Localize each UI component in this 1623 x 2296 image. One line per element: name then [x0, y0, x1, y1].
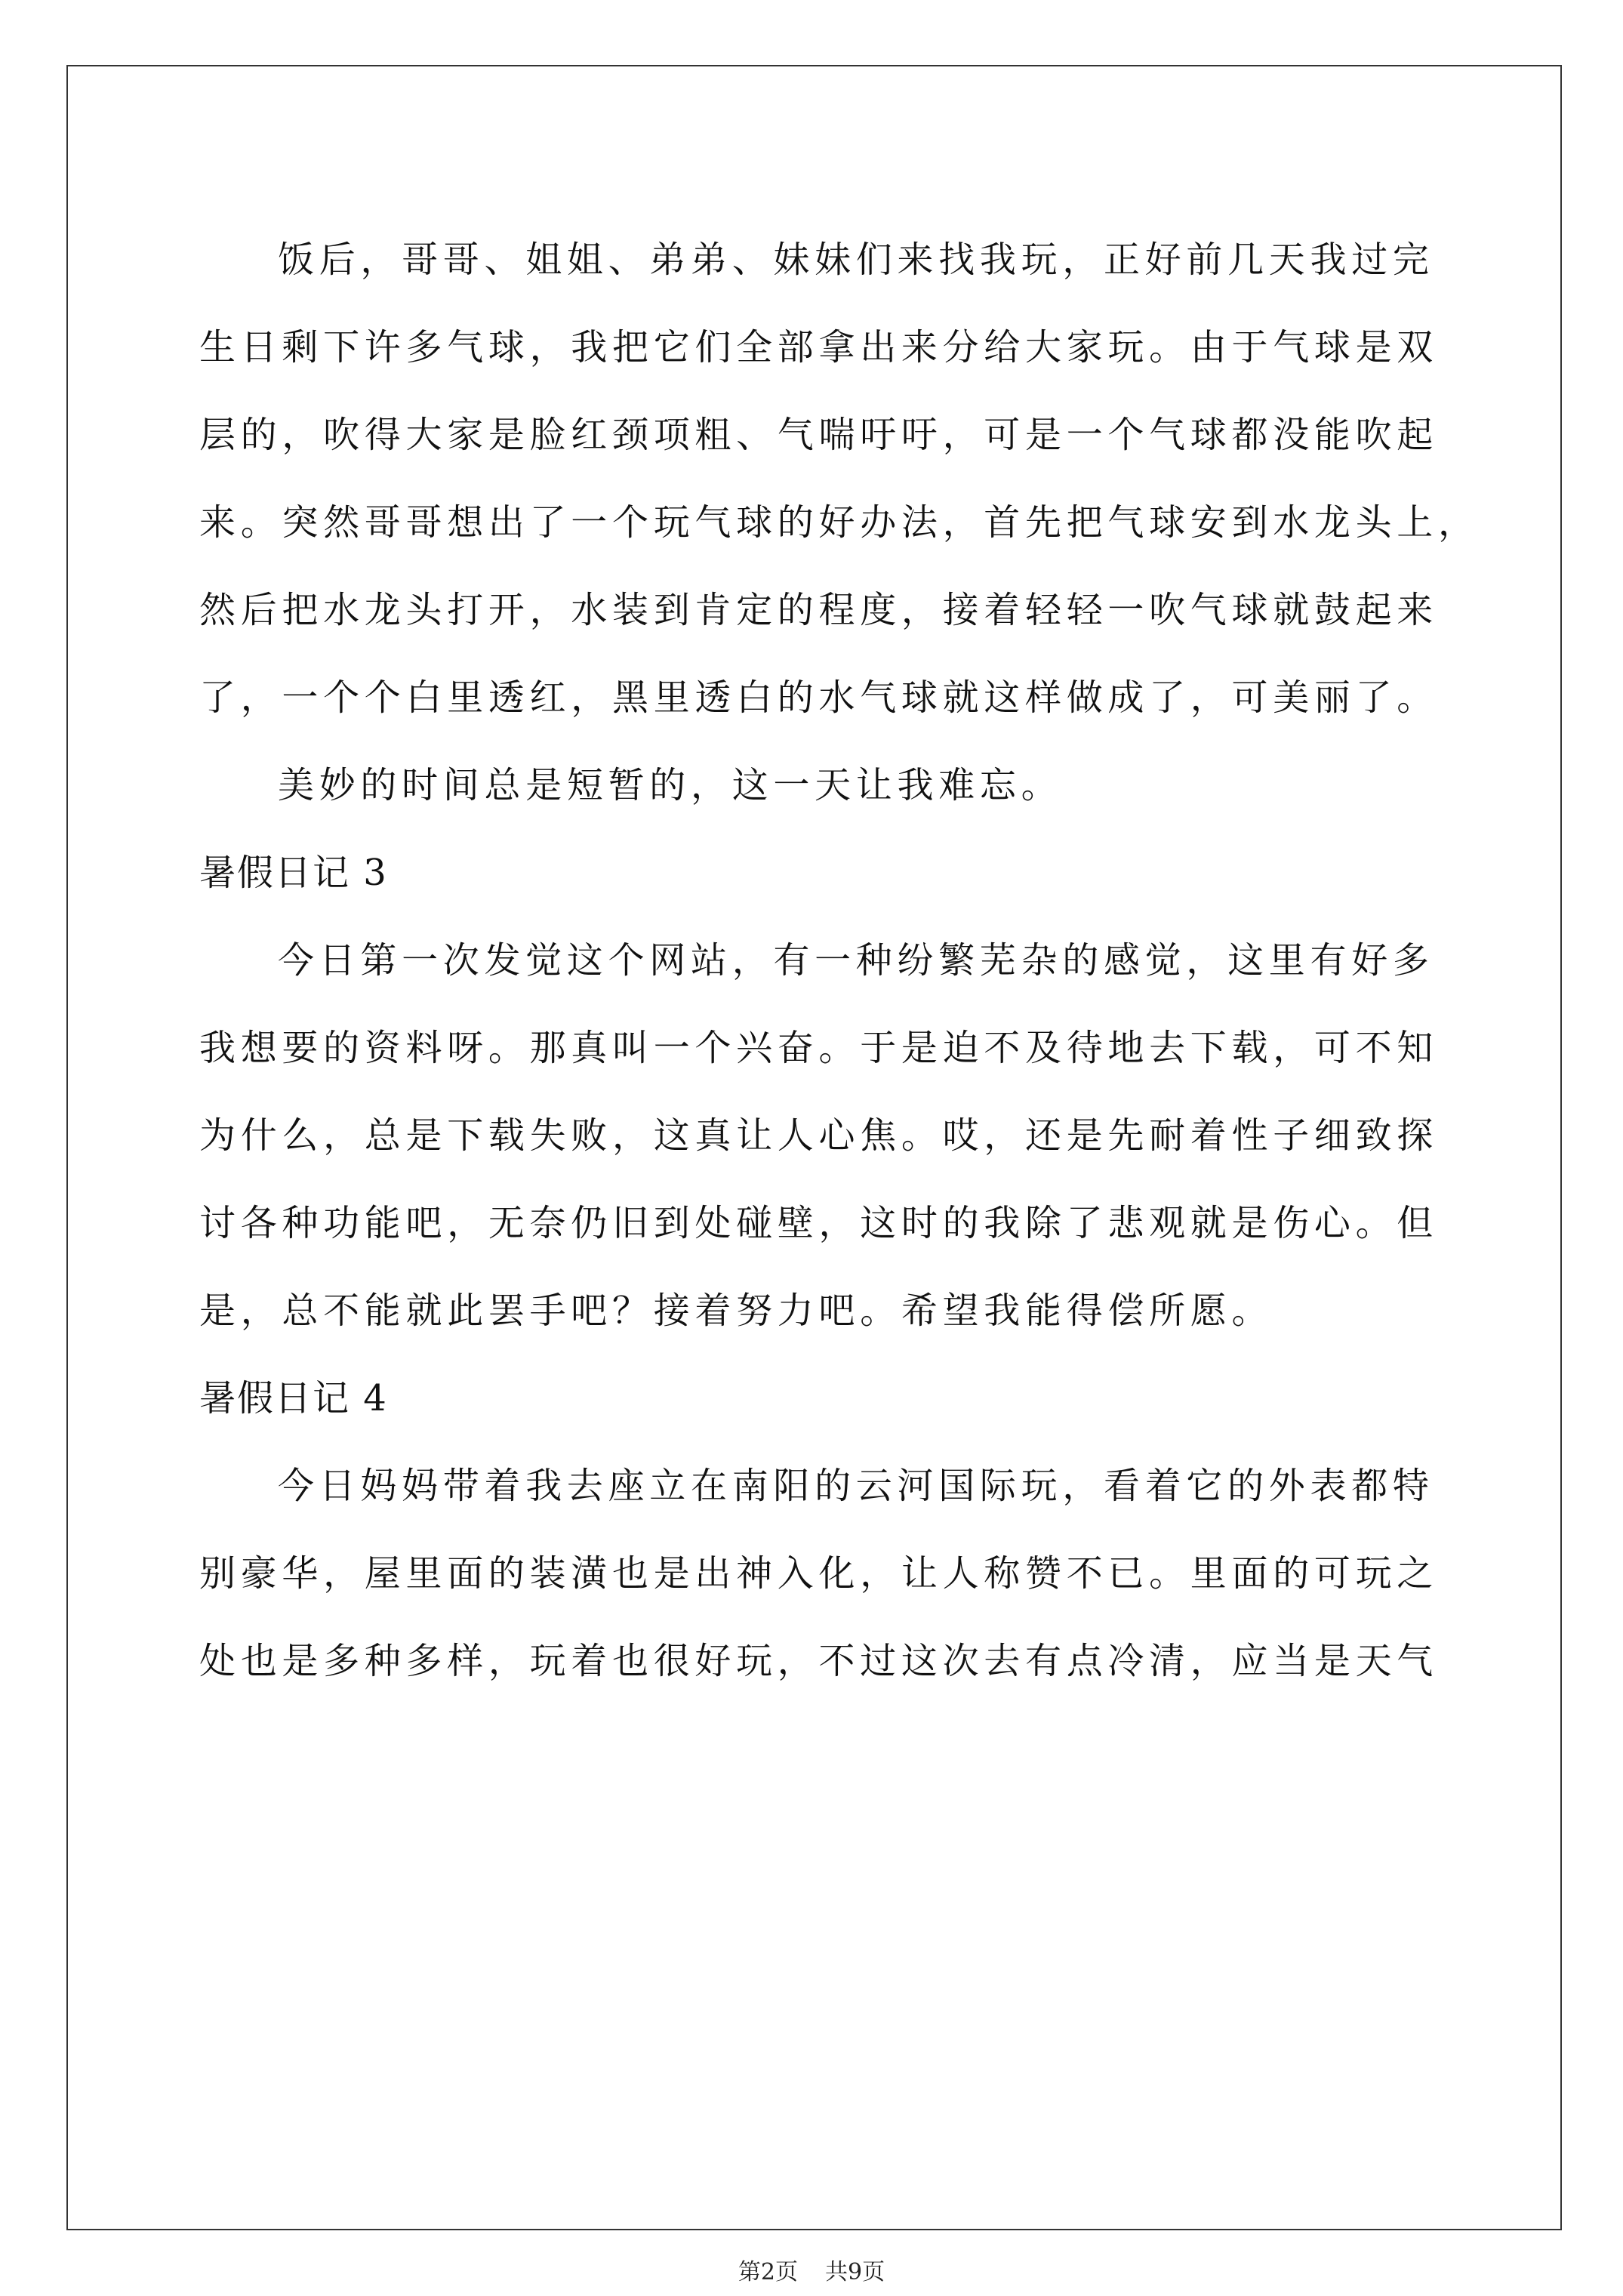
text-line: 来。突然哥哥想出了一个玩气球的好办法，首先把气球安到水龙头上， [199, 501, 1480, 544]
text-line: 层的，吹得大家是脸红颈项粗、气喘吁吁，可是一个气球都没能吹起 [199, 414, 1439, 456]
text-line: 处也是多种多样，玩着也很好玩，不过这次去有点冷清，应当是天气 [199, 1640, 1439, 1682]
text-line: 美妙的时间总是短暂的，这一天让我难忘。 [278, 764, 1063, 806]
page-total: 共9页 [825, 2259, 885, 2285]
text-line: 别豪华，屋里面的装潢也是出神入化，让人称赞不已。里面的可玩之 [199, 1552, 1439, 1595]
text-line: 了，一个个白里透红，黑里透白的水气球就这样做成了，可美丽了。 [199, 676, 1439, 719]
text-line: 讨各种功能吧，无奈仍旧到处碰壁，这时的我除了悲观就是伤心。但 [199, 1202, 1439, 1244]
text-line: 今日妈妈带着我去座立在南阳的云河国际玩，看着它的外表都特 [278, 1465, 1434, 1507]
section-heading: 暑假日记 4 [199, 1377, 388, 1419]
text-line: 生日剩下许多气球，我把它们全部拿出来分给大家玩。由于气球是双 [199, 326, 1439, 368]
text-line: 饭后，哥哥、姐姐、弟弟、妹妹们来找我玩，正好前几天我过完 [278, 239, 1434, 281]
page-footer [0, 2257, 1623, 2288]
text-line: 为什么，总是下载失败，这真让人心焦。哎，还是先耐着性子细致探 [199, 1114, 1439, 1157]
text-line: 是，总不能就此罢手吧？接着努力吧。希望我能得偿所愿。 [199, 1290, 1273, 1332]
text-line: 然后把水龙头打开，水装到肯定的程度，接着轻轻一吹气球就鼓起来 [199, 589, 1439, 631]
page-number: 第2页 [738, 2259, 798, 2285]
text-line: 我想要的资料呀。那真叫一个兴奋。于是迫不及待地去下载，可不知 [199, 1027, 1439, 1069]
section-heading: 暑假日记 3 [199, 852, 388, 894]
text-line: 今日第一次发觉这个网站，有一种纷繁芜杂的感觉，这里有好多 [278, 939, 1434, 982]
document-body [199, 216, 1483, 1705]
